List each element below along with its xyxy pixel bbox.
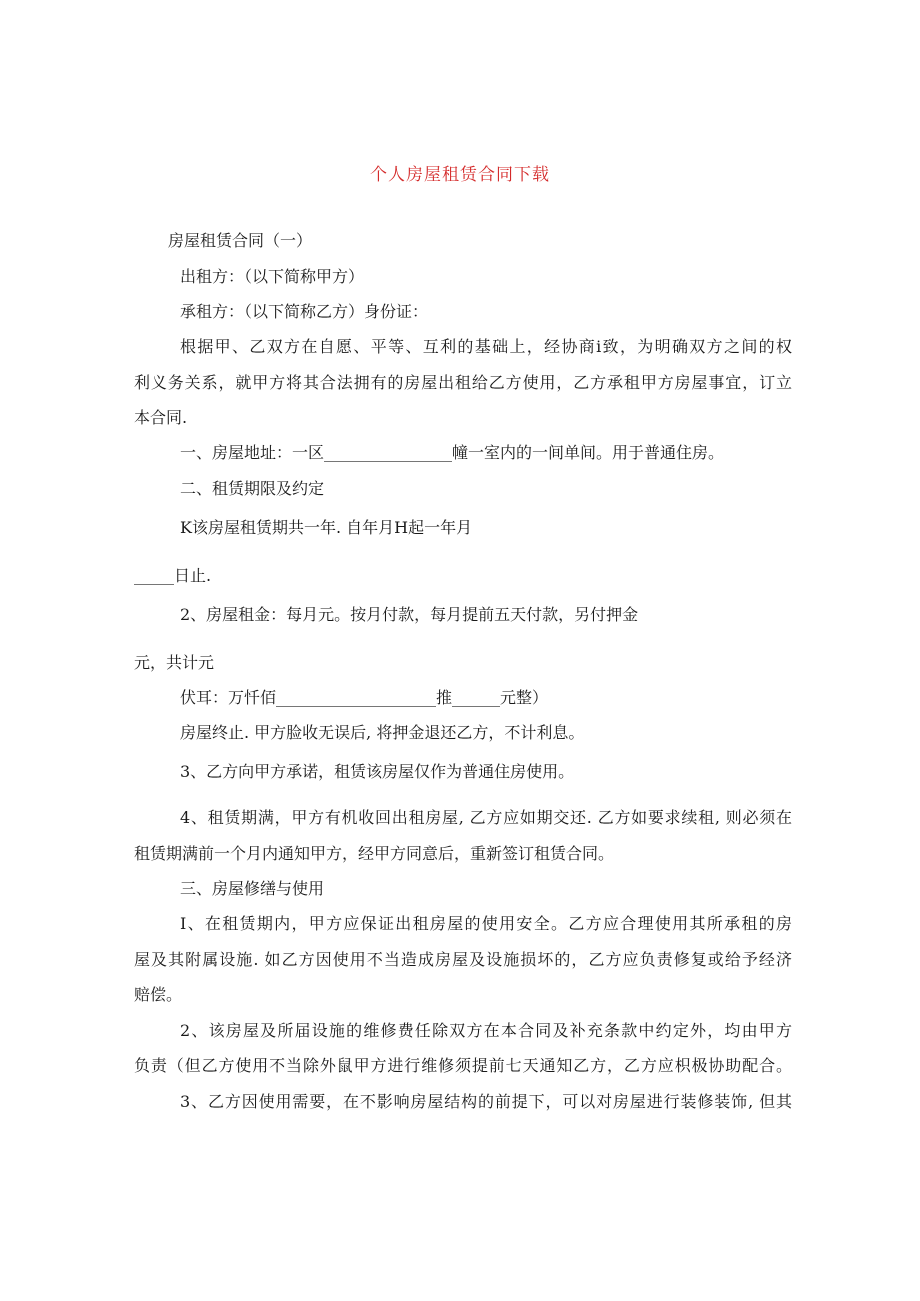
term-end-line: _____日止. — [134, 566, 212, 585]
preamble-line-3: 本合同. — [134, 408, 188, 427]
repair-clause-2-line-2: 负责（但乙方使用不当除外鼠甲方进行维修须提前七天通知乙方，乙方应枳极协助配合。 — [134, 1056, 792, 1075]
repair-clause-1-line-3: 赔偿。 — [134, 985, 183, 1004]
document-title: 个人房屋租赁合同下载 — [370, 165, 550, 185]
rent-total-line: 元，共计元 — [134, 653, 215, 672]
repair-clause-2-line-1: 2、该房屋及所届设施的维修费任除双方在本合同及补充条款中约定外，均由甲方 — [180, 1021, 792, 1040]
deposit-amount-line: 伏耳：万忏佰____________________推______元整） — [180, 688, 549, 707]
lessee-line: 承租方：（以下简称乙方）身份证： — [180, 302, 429, 321]
renewal-clause-line-1: 4、租赁期满，甲方有机收回出租房屋, 乙方应如期交还. 乙方如要求续租, 则必须在 — [180, 808, 792, 827]
deposit-return-line: 房屋终止. 甲方脸收无误后, 将押金退还乙方，不计利息。 — [180, 723, 585, 742]
renewal-clause-line-2: 租赁期满前一个月内通知甲方，经甲方同意后，重新签订租赁合同。 — [134, 844, 615, 863]
contract-heading: 房屋租赁合同（一） — [168, 231, 313, 250]
repair-clause-1-line-2: 屋及其附属设施. 如乙方因使用不当造成房屋及设施损坏的，乙方应负责修复或给予经济 — [134, 950, 792, 969]
repair-clause-1-line-1: I、在租赁期内，甲方应保证出租房屋的使用安全。乙方应合理使用其所承租的房 — [180, 914, 792, 933]
repair-clause-3-line-1: 3、乙方因使用需要，在不影响房屋结构的前提下，可以对房屋进行装修装饰, 但其 — [180, 1092, 792, 1111]
term-clause: K该房屋租赁期共一年. 自年月H起一年月 — [180, 518, 473, 537]
preamble-line-1: 根据甲、乙双方在自愿、平等、互利的基础上，经协商i致，为明确双方之间的权 — [180, 337, 792, 356]
rent-clause: 2、房屋租金：每月元。按月付款，每月提前五天付款，另付押金 — [180, 605, 639, 624]
usage-clause: 3、乙方向甲方承诺，租赁该房屋仅作为普通住房使用。 — [180, 762, 575, 781]
address-clause: 一、房屋地址：一区________________幢一室内的一间单间。用于普通住房。 — [180, 443, 725, 462]
lessor-line: 出租方：（以下简称甲方） — [180, 267, 365, 286]
preamble-line-2: 利义务关系，就甲方将其合法拥有的房屋出租给乙方使用，乙方承租甲方房屋事宜，订立 — [134, 373, 792, 392]
section-2-heading: 二、租赁期限及约定 — [180, 479, 325, 498]
section-3-heading: 三、房屋修缮与使用 — [180, 879, 325, 898]
